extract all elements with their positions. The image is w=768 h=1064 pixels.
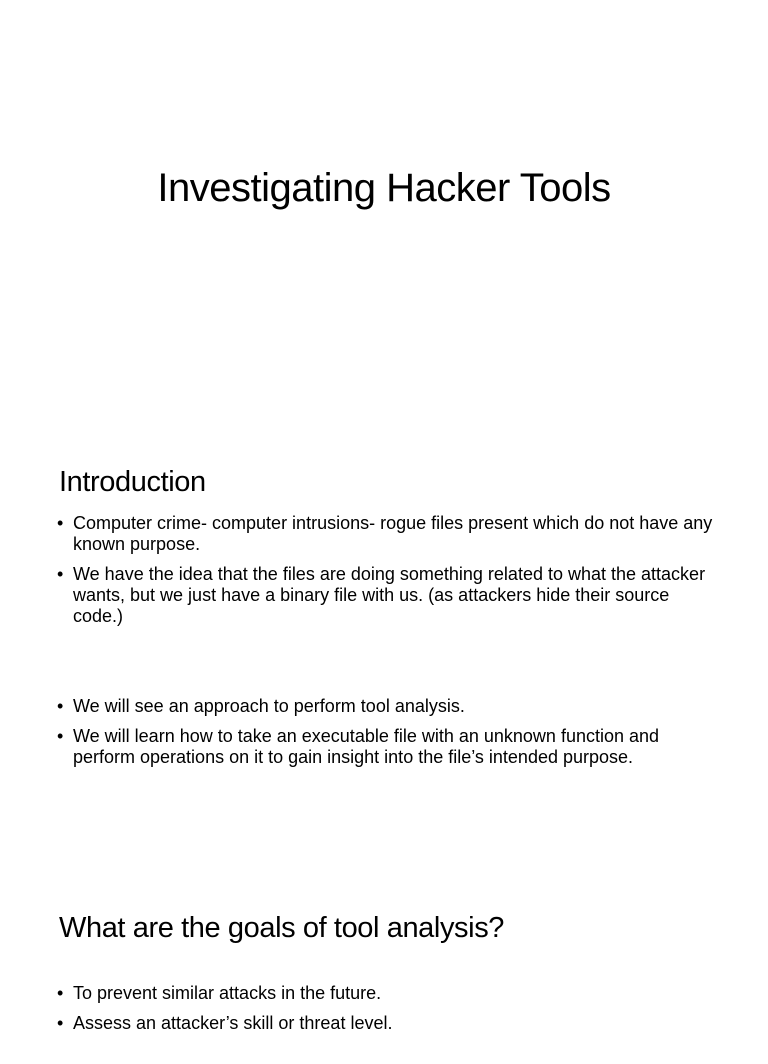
bullet-marker: • xyxy=(57,726,64,746)
bullet-text: We have the idea that the files are doing something related to what the attacker wants, but we just have a binary file with us. (as attackers hide their source code.) xyxy=(73,564,706,626)
goals-heading: What are the goals of tool analysis? xyxy=(59,912,505,944)
introduction-bullet-list-secondary xyxy=(57,696,717,777)
introduction-bullet-list xyxy=(57,513,717,636)
bullet-item xyxy=(57,564,717,627)
bullet-marker: • xyxy=(57,513,64,533)
bullet-item xyxy=(57,513,717,555)
bullet-text: To prevent similar attacks in the future. xyxy=(73,983,382,1003)
title-slide xyxy=(0,0,768,432)
bullet-marker: • xyxy=(57,564,64,584)
bullet-marker: • xyxy=(57,983,64,1003)
introduction-heading: Introduction xyxy=(59,466,206,498)
bullet-item xyxy=(57,726,717,768)
bullet-marker: • xyxy=(57,1013,64,1033)
bullet-text: Computer crime- computer intrusions- rogue files present which do not have any known purpose. xyxy=(73,513,713,554)
bullet-text: We will learn how to take an executable file with an unknown function and perform operations on it to gain insight into the file’s intended purpose. xyxy=(73,726,660,767)
bullet-item xyxy=(57,696,717,717)
introduction-slide xyxy=(0,432,768,864)
goals-slide xyxy=(0,864,768,1064)
bullet-text: We will see an approach to perform tool analysis. xyxy=(73,696,465,716)
goals-bullet-list xyxy=(57,983,717,1043)
bullet-item xyxy=(57,983,717,1004)
presentation-title: Investigating Hacker Tools xyxy=(157,166,611,210)
bullet-text: Assess an attacker’s skill or threat level. xyxy=(73,1013,393,1033)
bullet-marker: • xyxy=(57,696,64,716)
